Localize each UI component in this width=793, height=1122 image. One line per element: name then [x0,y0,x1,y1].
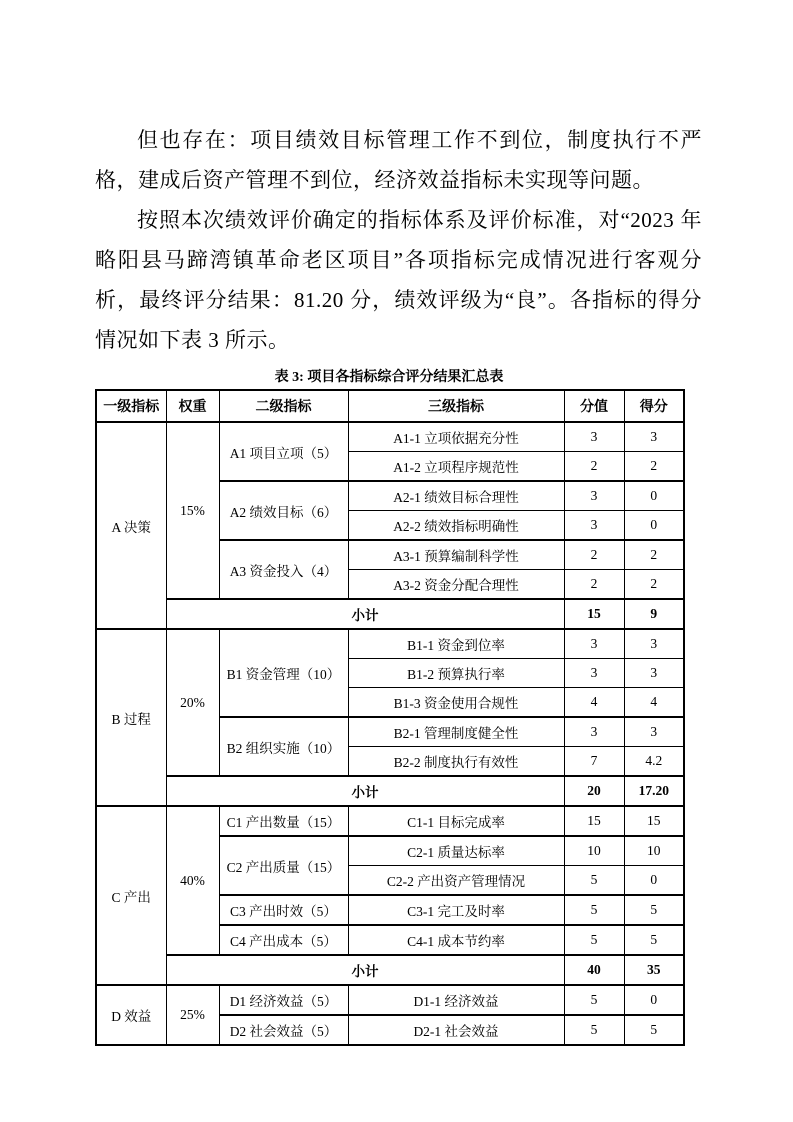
cell-subtotal-score-max: 20 [564,776,624,806]
cell-level3: C4-1 成本节约率 [348,925,564,955]
cell-level1-a: A 决策 [96,422,166,629]
cell-subtotal-label: 小计 [166,599,564,629]
cell-level3: C1-1 目标完成率 [348,806,564,836]
cell-subtotal-score-max: 40 [564,955,624,985]
cell-score-max: 3 [564,422,624,452]
cell-score: 0 [624,985,684,1015]
cell-score-max: 15 [564,806,624,836]
cell-level3: A2-1 绩效目标合理性 [348,481,564,511]
cell-score: 3 [624,422,684,452]
cell-score: 10 [624,836,684,866]
cell-score-max: 3 [564,511,624,541]
cell-level3: B1-2 预算执行率 [348,659,564,688]
table-row [96,629,684,659]
cell-subtotal-label: 小计 [166,776,564,806]
cell-score: 2 [624,540,684,570]
cell-weight-b: 20% [166,629,219,776]
cell-score-max: 2 [564,452,624,482]
cell-score: 4 [624,688,684,718]
paragraph-problems: 但也存在：项目绩效目标管理工作不到位，制度执行不严格，建成后资产管理不到位，经济效益指标未实现等问题。 [95,128,702,192]
cell-score: 3 [624,659,684,688]
cell-weight-a: 15% [166,422,219,599]
cell-level2-c4: C4 产出成本（5） [219,925,348,955]
score-summary-table [95,389,685,1046]
cell-level3: C3-1 完工及时率 [348,895,564,925]
cell-subtotal-score: 35 [624,955,684,985]
cell-level1-b: B 过程 [96,629,166,806]
subtotal-row-c [96,955,684,985]
cell-score-max: 3 [564,717,624,747]
paragraph-evaluation-result: 按照本次绩效评价确定的指标体系及评价标准，对“2023 年略阳县马蹄湾镇革命老区项目”各项指标完成情况进行客观分析，最终评分结果：81.20 分，绩效评级为“良”。各指标的得分情况如下表 3 所示。 [95,208,702,352]
cell-level2-c1: C1 产出数量（15） [219,806,348,836]
cell-score-max: 5 [564,866,624,896]
cell-level2-c3: C3 产出时效（5） [219,895,348,925]
col-header-weight: 权重 [166,390,219,422]
cell-score: 0 [624,481,684,511]
cell-subtotal-label: 小计 [166,955,564,985]
cell-level3: B2-1 管理制度健全性 [348,717,564,747]
cell-score-max: 3 [564,659,624,688]
cell-score-max: 4 [564,688,624,718]
cell-level3: A2-2 绩效指标明确性 [348,511,564,541]
cell-score-max: 5 [564,925,624,955]
cell-level2-b1: B1 资金管理（10） [219,629,348,717]
cell-score-max: 5 [564,1015,624,1045]
table-row [96,422,684,452]
cell-score-max: 10 [564,836,624,866]
cell-level2-a2: A2 绩效目标（6） [219,481,348,540]
cell-score-max: 5 [564,895,624,925]
cell-subtotal-score: 9 [624,599,684,629]
cell-level3: A1-1 立项依据充分性 [348,422,564,452]
col-header-level3: 三级指标 [348,390,564,422]
cell-subtotal-score-max: 15 [564,599,624,629]
cell-score: 15 [624,806,684,836]
cell-score: 0 [624,511,684,541]
table-header-row [96,390,684,422]
cell-level2-c2: C2 产出质量（15） [219,836,348,895]
col-header-score: 得分 [624,390,684,422]
col-header-score-max: 分值 [564,390,624,422]
cell-level3: A3-2 资金分配合理性 [348,570,564,600]
cell-score-max: 2 [564,570,624,600]
cell-score: 3 [624,717,684,747]
cell-level3: C2-2 产出资产管理情况 [348,866,564,896]
cell-score-max: 5 [564,985,624,1015]
cell-subtotal-score: 17.20 [624,776,684,806]
cell-level1-d: D 效益 [96,985,166,1045]
cell-score-max: 2 [564,540,624,570]
cell-score-max: 3 [564,629,624,659]
cell-level3: B1-3 资金使用合规性 [348,688,564,718]
cell-level2-a1: A1 项目立项（5） [219,422,348,481]
cell-level3: B1-1 资金到位率 [348,629,564,659]
cell-score: 4.2 [624,747,684,777]
body-text-block [95,120,702,360]
subtotal-row-b [96,776,684,806]
table-title: 表 3: 项目各指标综合评分结果汇总表 [274,370,504,385]
cell-score: 2 [624,570,684,600]
cell-level3: B2-2 制度执行有效性 [348,747,564,777]
cell-score: 5 [624,925,684,955]
cell-score-max: 7 [564,747,624,777]
subtotal-row-a [96,599,684,629]
cell-score-max: 3 [564,481,624,511]
cell-weight-d: 25% [166,985,219,1045]
cell-level3: D2-1 社会效益 [348,1015,564,1045]
cell-level2-b2: B2 组织实施（10） [219,717,348,776]
cell-level2-d1: D1 经济效益（5） [219,985,348,1015]
cell-score: 5 [624,895,684,925]
cell-level3: A3-1 预算编制科学性 [348,540,564,570]
cell-score: 2 [624,452,684,482]
cell-level2-d2: D2 社会效益（5） [219,1015,348,1045]
cell-level3: C2-1 质量达标率 [348,836,564,866]
table-row [96,985,684,1015]
cell-level2-a3: A3 资金投入（4） [219,540,348,599]
cell-score: 5 [624,1015,684,1045]
col-header-level2: 二级指标 [219,390,348,422]
cell-level3: A1-2 立项程序规范性 [348,452,564,482]
cell-weight-c: 40% [166,806,219,955]
cell-level3: D1-1 经济效益 [348,985,564,1015]
cell-score: 0 [624,866,684,896]
table-row [96,806,684,836]
col-header-level1: 一级指标 [96,390,166,422]
cell-score: 3 [624,629,684,659]
cell-level1-c: C 产出 [96,806,166,985]
